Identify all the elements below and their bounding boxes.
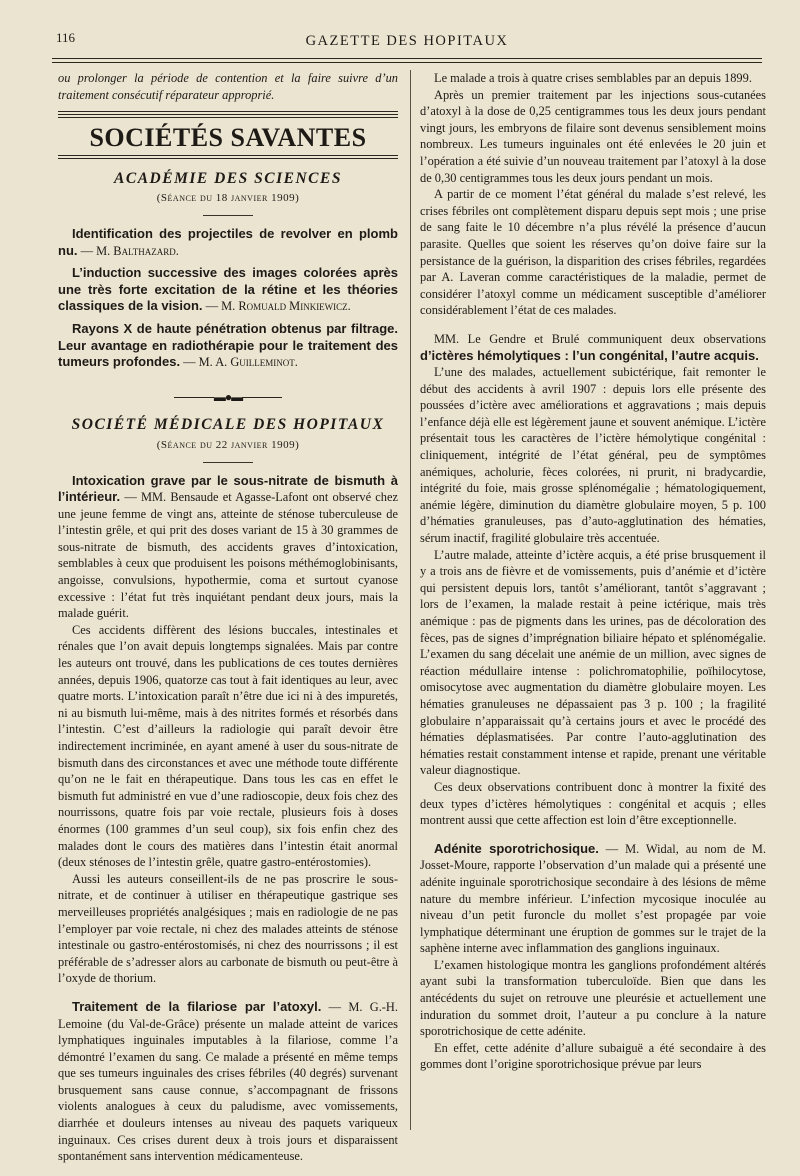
right-column <box>420 70 766 1073</box>
icteres-paragraph-3: L’autre malade, atteinte d’ictère acquis, a été prise brusquement il y a trois ans de fièvre et de vomissements, puis d’anémie et d’ictère qui persistent depuis lors, tantôt s’améliorant, tantôt s’aggravant ; lors de l’examen, la malade restait à peine ictérique, mais très anémique : pas de pigments dans les urines, pas de décoloration des fèces, pas de signes d’imprégnation biliaire hépato et splénomégalie. L’examen du sang décelait une anémie de un million, avec signes de réaction médullaire intense : polichromatophilie, poïhilocytose, omisocytose avec augmentation du diamètre globulaire moyen. Les hématies granuleuses ne dépassaient pas 3 p. 100 ; la fragilité globulaire n’apparaissait qu’à certains jours et avec le procédé des hématies déplasmatisées. Par contre l’auto-agglutination des hématies restait constamment intense et rapide, prenant une véritable valeur diagnostique. <box>420 547 766 778</box>
title-rule-double <box>58 114 398 118</box>
bismuth-paragraph <box>58 473 398 622</box>
academie-item <box>58 321 398 371</box>
adenite-paragraph-2: L’examen histologique montra les ganglions profondément altérés ayant subi la transformation tuberculoïde. Bien que dans les antécédents du sujet on retrouve une pleurésie et actuellement une induration du sommet droit, l’auteur a pu conclure à la nature sporotrichosique de cette adénite. <box>420 957 766 1039</box>
column-divider <box>410 70 411 1130</box>
left-column <box>58 70 398 1165</box>
header-rule-bottom <box>52 62 762 63</box>
page-header <box>52 30 762 52</box>
icteres-paragraph <box>420 331 766 364</box>
intro-paragraph: ou prolonger la période de contention et la faire suivre d’un traitement consécutif réparateur approprié. <box>58 71 398 102</box>
title-rule-bottom <box>58 155 398 159</box>
page-number: 116 <box>56 30 76 45</box>
adenite-paragraph-3: En effet, cette adénite d’allure subaiguë a été secondaire à des gommes dont l’origine sporotrichosique prévue par leurs <box>420 1040 766 1072</box>
icteres-paragraph-2: L’une des malades, actuellement subictérique, fait remonter le début des accidents à avril 1907 : depuis lors elle présente des poussées d’ictère avec améliorations et aggravations ; mais depuis l’enfance déjà elle est légèrement jaune et souvent anémique. L’ictère présentait tous les caractères de l’ictère hémolytique congénital : cliniquement, intégrité de l’état général, peu de symptômes anémiques, acholurie, fèces colorées, ni prurit, ni bradycardie, intégrité du foie, mais grosse splénomégalie ; hématologiquement, anémie légère, diminution du diamètre globulaire moyen, 5 p. 100 d’hématies granuleuses, pas d’auto-agglutination des hématies, sérum inactif, fragilité globulaire très accentuée. <box>420 365 766 546</box>
icteres-title: d’ictères hémolytiques : l’un congénital, l’autre acquis. <box>420 347 759 363</box>
icteres-lead: MM. Le Gendre et Brulé communiquent deux observations <box>434 331 766 346</box>
filariose-paragraph-2: Le malade a trois à quatre crises semblables par an depuis 1899. <box>434 71 752 85</box>
item-author: — M. Balthazard. <box>77 243 179 258</box>
academie-seance: (Séance du 18 janvier 1909) <box>156 192 300 205</box>
filariose-title: Traitement de la filariose par l’atoxyl. <box>72 998 322 1014</box>
adenite-paragraph <box>420 841 766 957</box>
bismuth-paragraph-2: Ces accidents diffèrent des lésions buccales, intestinales et rénales que l’on avait depuis longtemps signalées. Mais par contre les auteurs ont trouvé, dans les publications de ces toutes dernières années, depuis 1906, quatorze cas tout à fait identiques au leur, avec quatre morts. L’intoxication paraît n’être due ici ni à des impuretés, ni au bismuth lui-même, mais à des nitrites formés et résorbés dans l’intestin. C’est d’ailleurs la radiologie qui paraît devoir être indirectement incriminée, en ayant amené à user du sous-nitrate de bismuth dans des circonstances et avec une méthode toute différente qu’on ne le fait en thérapeutique. Dans tous les cas en effet le bismuth fut administré en vue d’une radioscopie, deux fois chez des nourrissons, quatre fois par voie rectale, plusieurs fois à doses énormes (100 grammes d’un seul coup), six fois enfin chez des malades dont le cours des matières dans l’intestin était anormal (deux sténoses de l’intestin grêle, quatre gastro-entérostomies). <box>58 622 398 870</box>
short-rule <box>203 462 253 463</box>
icteres-paragraph-4: Ces deux observations contribuent donc à montrer la fixité des deux types d’ictères hémolytiques : congénital et acquis ; elles montrent aussi que cette affection est loin d’être exceptionnelle. <box>420 779 766 828</box>
section-title: SOCIÉTÉS SAVANTES <box>89 123 367 153</box>
filariose-paragraph <box>58 999 398 1165</box>
title-rule-top <box>58 111 398 112</box>
filariose-text: — M. G.-H. Lemoine (du Val-de-Grâce) présente un malade atteint de varices lymphatiques inguinales imputables à la filariose, comme l’a démontré l’examen du sang. Ce malade a présenté en même temps que ses tumeurs inguinales des crises fébriles (40 degrés) survenant brusquement sans cause connue, s’accompagnant de frissons violents analogues à ceux du paludisme, avec vomissements, diarrhée et douleurs intenses au niveau des paquets variqueux inguinaux. Ces crises durent deux à trois jours et disparaissent spontanément sans intervention médicamenteuse. <box>58 999 398 1164</box>
filariose-paragraph-3: Après un premier traitement par les injections sous-cutanées d’atoxyl à la dose de 0,25 centigrammes tous les deux jours pendant vingt jours, les embryons de filaire sont devenus sensiblement moins nombreux. Les tumeurs inguinales ont été enlevées le 20 juin et l’opération a été suivie d’un nouveau traitement par l’atoxyl à la dose de 0,30 centigrammes tous les deux jours pendant un mois. <box>420 87 766 185</box>
running-title: GAZETTE DES HOPITAUX <box>305 33 509 49</box>
smh-heading: SOCIÉTÉ MÉDICALE DES HOPITAUX <box>71 416 385 434</box>
item-author: — M. Romuald Minkiewicz. <box>202 299 351 314</box>
ornament-divider: ▬●▬ <box>58 389 398 406</box>
short-rule <box>203 215 253 216</box>
adenite-title: Adénite sporotrichosique. <box>434 840 599 856</box>
smh-seance: (Séance du 22 janvier 1909) <box>156 438 300 451</box>
bismuth-title: Intoxication grave par le sous-nitrate de bismuth à l’intérieur. <box>58 472 398 505</box>
academie-item <box>58 226 398 259</box>
academie-heading: ACADÉMIE DES SCIENCES <box>114 169 342 187</box>
bismuth-paragraph-3: Aussi les auteurs conseillent-ils de ne pas proscrire le sous-nitrate, et de continuer à utiliser en thérapeutique gastrique ses merveilleuses propriétés analgésiques ; mais en radiologie de ne pas l’employer par voie rectale, ni chez des malades atteints de sténose intestinale ou gastro-entérostomisés, ni chez des nourrissons ; il est préférable de s’adresser alors au carbonate de bismuth ou peut-être à l’oxyde de thorium. <box>58 871 398 986</box>
item-title: Identification des projectiles de revolver en plomb nu. <box>58 225 398 258</box>
filariose-paragraph-4: A partir de ce moment l’état général du malade s’est relevé, les crises fébriles ont complètement disparu depuis sept mois ; une prise de sang faite le 10 décembre n’a plus révélé la présence d’aucun parasite. Quelles que soient les réserves qu’on doive faire sur la persistance de la guérison, la disparition des crises fébriles, regardées par A. Laveran comme caractéristiques de la maladie, permet de considérer l’atoxyl comme un médicament susceptible d’améliorer considérablement l’état de ces malades. <box>420 187 766 318</box>
academie-item <box>58 265 398 315</box>
header-rule-top <box>52 58 762 59</box>
item-author: — M. A. Guilleminot. <box>180 355 298 370</box>
adenite-text: — M. Widal, au nom de M. Josset-Moure, rapporte l’observation d’un malade qui a présenté une adénite inguinale sporotrichosique secondaire à des lésions de même nature du membre inférieur. L’infection mycosique inoculée au niveau d’un petit furoncle du mollet s’est propagée par voie lymphatique déterminant une éruption de gommes sur le trajet de la saphène interne avec inflammation des ganglions inguinaux. <box>420 841 766 956</box>
bismuth-text: — MM. Bensaude et Agasse-Lafont ont observé chez une jeune femme de vingt ans, atteinte de sténose tuberculeuse de l’intestin grêle, et qui prit des doses variant de 15 à 30 grammes de sous-nitrate de bismuth, des accidents graves d’intoxication, semblables à ceux que produisent les poisons méthémoglobinisants, angoisse, convulsions, hypothermie, coma et surtout cyanose excessive : l’état fut très inquiétant pendant deux jours, mais la malade guérit. <box>58 490 398 621</box>
item-title: L’induction successive des images colorées après une très forte excitation de la rétine et les théories classiques de la vision. <box>58 265 398 314</box>
item-title: Rayons X de haute pénétration obtenus par filtrage. Leur avantage en radiothérapie pour le traitement des tumeurs profondes. <box>58 320 398 370</box>
